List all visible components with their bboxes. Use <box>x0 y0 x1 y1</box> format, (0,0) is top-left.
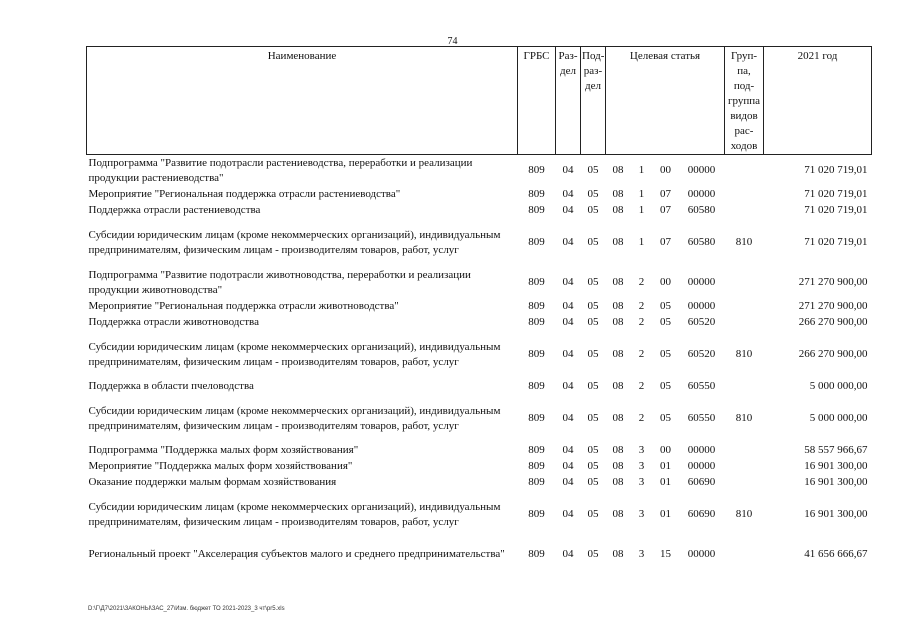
row-grbs: 809 <box>528 508 545 520</box>
row-name: Региональный проект "Акселерация субъектов малого и среднего предпринимательства" <box>88 548 505 560</box>
row-name: Подпрограмма "Поддержка малых форм хозяйствования" <box>88 444 359 456</box>
row-pr: 05 <box>587 204 599 216</box>
row-c3: 00 <box>660 164 671 177</box>
row-c2: 1 <box>638 188 645 200</box>
row-c4: 00000 <box>687 188 716 200</box>
row-c4: 00000 <box>687 276 716 288</box>
header-year-2021: 2021 год <box>764 47 872 155</box>
row-vr <box>725 299 764 315</box>
row-c3: 15 <box>660 548 671 560</box>
row-c3: 00 <box>660 276 671 288</box>
row-c1: 08 <box>612 444 624 456</box>
table-row <box>87 155 872 187</box>
header-grbs: ГРБС <box>518 47 556 155</box>
row-c4: 00000 <box>687 444 716 456</box>
row-vr <box>725 155 764 187</box>
row-c4: 60520 <box>687 316 716 328</box>
row-name: Мероприятие "Региональная поддержка отрасли растениеводства" <box>88 188 401 200</box>
row-name: Поддержка отрасли растениеводства <box>88 204 261 216</box>
row-amount: 16 901 300,00 <box>804 476 868 488</box>
row-grbs: 809 <box>528 188 545 200</box>
row-pr: 05 <box>587 300 599 312</box>
table-row <box>87 539 872 571</box>
row-amount: 266 270 900,00 <box>798 316 868 328</box>
row-rz: 04 <box>562 412 574 424</box>
row-c1: 08 <box>612 236 624 248</box>
row-grbs: 809 <box>528 164 545 177</box>
row-pr: 05 <box>587 276 599 288</box>
row-vr: 810 <box>735 508 753 520</box>
row-c3: 05 <box>660 348 671 360</box>
row-vr <box>725 315 764 331</box>
row-name: Подпрограмма "Развитие подотрасли животноводства, переработки и реализации продукции животноводства" <box>88 268 471 296</box>
row-rz: 04 <box>562 476 574 488</box>
table-row <box>87 379 872 395</box>
row-name: Мероприятие "Региональная поддержка отрасли животноводства" <box>88 300 399 312</box>
row-c4: 00000 <box>687 460 716 472</box>
row-vr <box>725 539 764 571</box>
row-rz: 04 <box>562 444 574 456</box>
row-c4: 00000 <box>687 164 716 177</box>
row-rz: 04 <box>562 548 574 560</box>
row-c4: 60580 <box>687 236 716 248</box>
row-name: Оказание поддержки малым формам хозяйствования <box>88 476 337 488</box>
row-c2: 3 <box>638 476 645 488</box>
row-grbs: 809 <box>528 548 545 560</box>
row-amount: 58 557 966,67 <box>804 444 868 456</box>
table-header-row <box>87 47 872 155</box>
row-c1: 08 <box>612 460 624 472</box>
row-amount: 71 020 719,01 <box>804 188 868 200</box>
row-pr: 05 <box>587 316 599 328</box>
row-grbs: 809 <box>528 236 545 248</box>
row-rz: 04 <box>562 276 574 288</box>
row-c1: 08 <box>612 300 624 312</box>
row-c4: 60550 <box>687 380 716 392</box>
row-c2: 2 <box>638 316 645 328</box>
row-grbs: 809 <box>528 276 545 288</box>
row-c1: 08 <box>612 164 624 177</box>
row-vr <box>725 187 764 203</box>
row-c3: 07 <box>660 188 671 200</box>
row-vr <box>725 475 764 491</box>
row-name: Мероприятие "Поддержка малых форм хозяйствования" <box>88 460 353 472</box>
row-grbs: 809 <box>528 348 545 360</box>
header-target-article: Целевая статья <box>606 47 725 155</box>
table-row <box>87 187 872 203</box>
row-name: Поддержка отрасли животноводства <box>88 316 259 328</box>
table-row <box>87 299 872 315</box>
row-vr <box>725 203 764 219</box>
row-pr: 05 <box>587 348 599 360</box>
row-c3: 01 <box>660 460 671 472</box>
row-c2: 1 <box>638 236 645 248</box>
table-row <box>87 267 872 299</box>
row-c3: 05 <box>660 412 671 424</box>
row-c1: 08 <box>612 380 624 392</box>
row-vr <box>725 443 764 459</box>
row-rz: 04 <box>562 188 574 200</box>
row-grbs: 809 <box>528 316 545 328</box>
row-pr: 05 <box>587 460 599 472</box>
row-amount: 41 656 666,67 <box>804 548 868 560</box>
row-c3: 01 <box>660 508 671 520</box>
row-vr <box>725 267 764 299</box>
row-amount: 71 020 719,01 <box>804 236 868 248</box>
row-c3: 05 <box>660 300 671 312</box>
row-amount: 71 020 719,01 <box>804 204 868 216</box>
row-c2: 3 <box>638 508 645 520</box>
row-c1: 08 <box>612 188 624 200</box>
row-amount: 271 270 900,00 <box>798 300 868 312</box>
table-row <box>87 315 872 331</box>
header-name: Наименование <box>87 47 518 155</box>
row-pr: 05 <box>587 508 599 520</box>
row-c1: 08 <box>612 276 624 288</box>
row-grbs: 809 <box>528 476 545 488</box>
table-row <box>87 443 872 459</box>
row-c1: 08 <box>612 316 624 328</box>
row-rz: 04 <box>562 300 574 312</box>
row-pr: 05 <box>587 476 599 488</box>
row-c1: 08 <box>612 348 624 360</box>
header-razdel: Раз- дел <box>556 47 581 155</box>
row-name: Субсидии юридическим лицам (кроме некоммерческих организаций), индивидуальным предпринимателям, физическим лицам - производителям товаров, работ, услуг <box>88 404 501 432</box>
row-c1: 08 <box>612 508 624 520</box>
row-c2: 2 <box>638 380 645 392</box>
row-rz: 04 <box>562 380 574 392</box>
row-rz: 04 <box>562 460 574 472</box>
row-rz: 04 <box>562 204 574 216</box>
row-c2: 2 <box>638 412 645 424</box>
row-c3: 05 <box>660 380 671 392</box>
row-vr: 810 <box>735 412 753 424</box>
row-amount: 71 020 719,01 <box>804 164 868 177</box>
row-grbs: 809 <box>528 204 545 216</box>
row-name: Субсидии юридическим лицам (кроме некоммерческих организаций), индивидуальным предпринимателям, физическим лицам - производителям товаров, работ, услуг <box>88 340 501 368</box>
row-vr <box>725 379 764 395</box>
row-c1: 08 <box>612 476 624 488</box>
row-grbs: 809 <box>528 380 545 392</box>
row-c4: 60550 <box>687 412 716 424</box>
row-amount: 271 270 900,00 <box>798 276 868 288</box>
row-c2: 2 <box>638 276 645 288</box>
row-vr: 810 <box>735 348 753 360</box>
row-amount: 5 000 000,00 <box>809 412 868 424</box>
row-pr: 05 <box>587 548 599 560</box>
row-rz: 04 <box>562 348 574 360</box>
row-amount: 16 901 300,00 <box>804 460 868 472</box>
header-expense-group: Груп- па, под- группа видов рас- ходов <box>725 47 764 155</box>
row-grbs: 809 <box>528 444 545 456</box>
page-number: 74 <box>447 36 458 47</box>
row-name: Подпрограмма "Развитие подотрасли растениеводства, переработки и реализации продукции растениеводства" <box>88 156 473 184</box>
row-c3: 01 <box>660 476 671 488</box>
row-c3: 00 <box>660 444 671 456</box>
row-c3: 07 <box>660 204 671 216</box>
row-c2: 3 <box>638 548 645 560</box>
table-row <box>87 331 872 379</box>
row-pr: 05 <box>587 380 599 392</box>
row-c2: 3 <box>638 460 645 472</box>
row-grbs: 809 <box>528 412 545 424</box>
file-path-footer: D:\Г\Д7\2021\ЗАКОНЫ\ЗАС_27\Изм. бюджет ТО 2021-2023_3 чт\pr5.xls <box>88 606 285 612</box>
row-amount: 266 270 900,00 <box>798 348 868 360</box>
row-rz: 04 <box>562 164 574 177</box>
row-grbs: 809 <box>528 460 545 472</box>
row-c4: 00000 <box>687 300 716 312</box>
header-podrazdel: Под- раз- дел <box>581 47 606 155</box>
row-c3: 07 <box>660 236 671 248</box>
row-rz: 04 <box>562 236 574 248</box>
row-pr: 05 <box>587 188 599 200</box>
budget-table <box>86 46 872 571</box>
row-amount: 16 901 300,00 <box>804 508 868 520</box>
row-vr <box>725 459 764 475</box>
table-row <box>87 219 872 267</box>
row-name: Субсидии юридическим лицам (кроме некоммерческих организаций), индивидуальным предпринимателям, физическим лицам - производителям товаров, работ, услуг <box>88 228 501 256</box>
table-row <box>87 491 872 539</box>
row-name: Поддержка в области пчеловодства <box>88 380 254 392</box>
row-c2: 2 <box>638 300 645 312</box>
row-c3: 05 <box>660 316 671 328</box>
table-row <box>87 459 872 475</box>
row-pr: 05 <box>587 444 599 456</box>
row-c2: 1 <box>638 164 645 177</box>
row-pr: 05 <box>587 412 599 424</box>
row-c4: 00000 <box>687 548 716 560</box>
row-c1: 08 <box>612 204 624 216</box>
row-pr: 05 <box>587 236 599 248</box>
row-c4: 60690 <box>687 508 716 520</box>
row-c4: 60580 <box>687 204 716 216</box>
row-c4: 60520 <box>687 348 716 360</box>
table-row <box>87 395 872 443</box>
row-c2: 2 <box>638 348 645 360</box>
row-rz: 04 <box>562 508 574 520</box>
row-vr: 810 <box>735 236 753 248</box>
row-c2: 1 <box>638 204 645 216</box>
table-row <box>87 475 872 491</box>
row-grbs: 809 <box>528 300 545 312</box>
row-c2: 3 <box>638 444 645 456</box>
row-c1: 08 <box>612 548 624 560</box>
row-name: Субсидии юридическим лицам (кроме некоммерческих организаций), индивидуальным предпринимателям, физическим лицам - производителям товаров, работ, услуг <box>88 500 501 528</box>
row-rz: 04 <box>562 316 574 328</box>
row-amount: 5 000 000,00 <box>809 380 868 392</box>
row-pr: 05 <box>587 164 599 177</box>
table-row <box>87 203 872 219</box>
row-c1: 08 <box>612 412 624 424</box>
row-c4: 60690 <box>687 476 716 488</box>
